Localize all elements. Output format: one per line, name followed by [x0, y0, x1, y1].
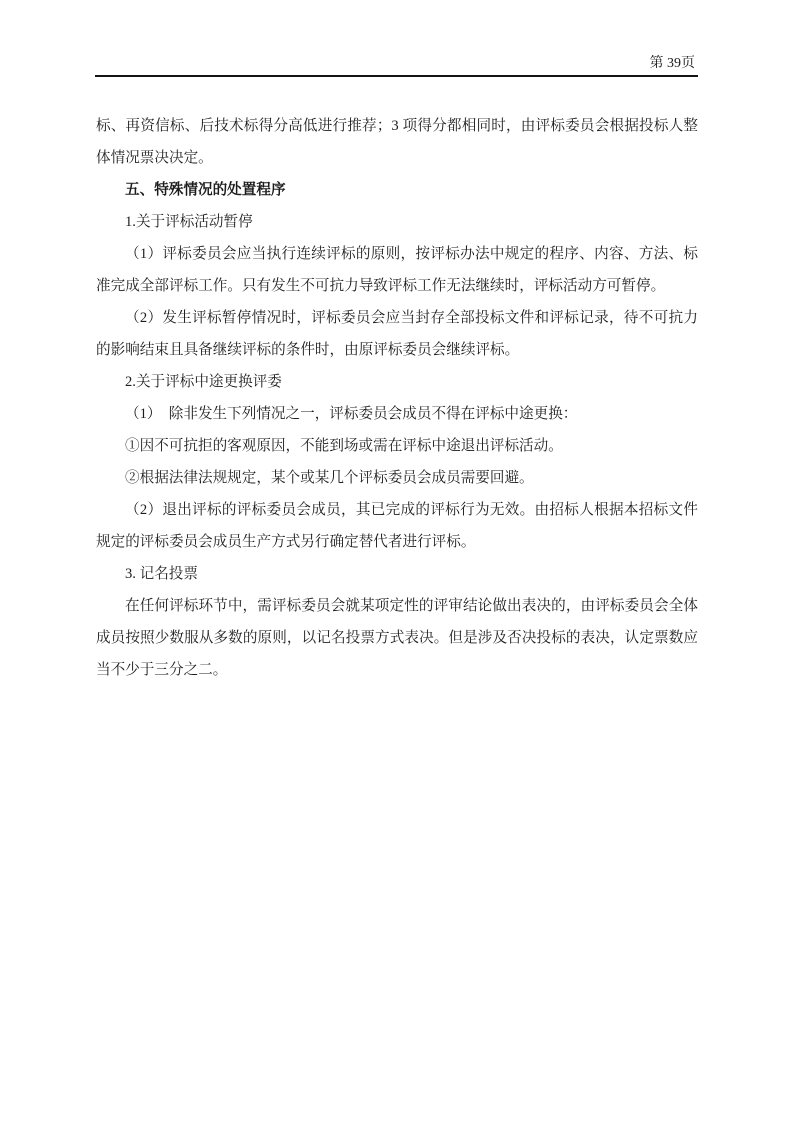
section-heading: 五、特殊情况的处置程序 [125, 182, 286, 198]
paragraph: （1）评标委员会应当执行连续评标的原则，按评标办法中规定的程序、内容、方法、标准完成全部评标工作。只有发生不可抗力导致评标工作无法继续时，评标活动方可暂停。 [96, 246, 698, 294]
paragraph: 在任何评标环节中，需评标委员会就某项定性的评审结论做出表决的，由评标委员会全体成员按照少数服从多数的原则，以记名投票方式表决。但是涉及否决投标的表决，认定票数应当不少于三分之二。 [96, 598, 698, 678]
paragraph: （2）退出评标的评标委员会成员，其已完成的评标行为无效。由招标人根据本招标文件规定的评标委员会成员生产方式另行确定替代者进行评标。 [96, 502, 698, 550]
document-body [96, 110, 698, 686]
page-header [95, 55, 698, 77]
paragraph: ①因不可抗拒的客观原因，不能到场或需在评标中途退出评标活动。 [125, 438, 563, 454]
paragraph: （1） 除非发生下列情况之一，评标委员会成员不得在评标中途更换： [125, 406, 578, 422]
paragraph: 标、再资信标、后技术标得分高低进行推荐；3 项得分都相同时，由评标委员会根据投标人整体情况票决决定。 [96, 118, 698, 166]
paragraph: 3. 记名投票 [125, 566, 198, 582]
page-number: 第 39页 [649, 56, 695, 71]
paragraph: 2.关于评标中途更换评委 [125, 374, 282, 390]
paragraph: （2）发生评标暂停情况时，评标委员会应当封存全部投标文件和评标记录，待不可抗力的影响结束且具备继续评标的条件时，由原评标委员会继续评标。 [96, 310, 698, 358]
paragraph: 1.关于评标活动暂停 [125, 214, 253, 230]
paragraph: ②根据法律法规规定，某个或某几个评标委员会成员需要回避。 [125, 470, 534, 486]
